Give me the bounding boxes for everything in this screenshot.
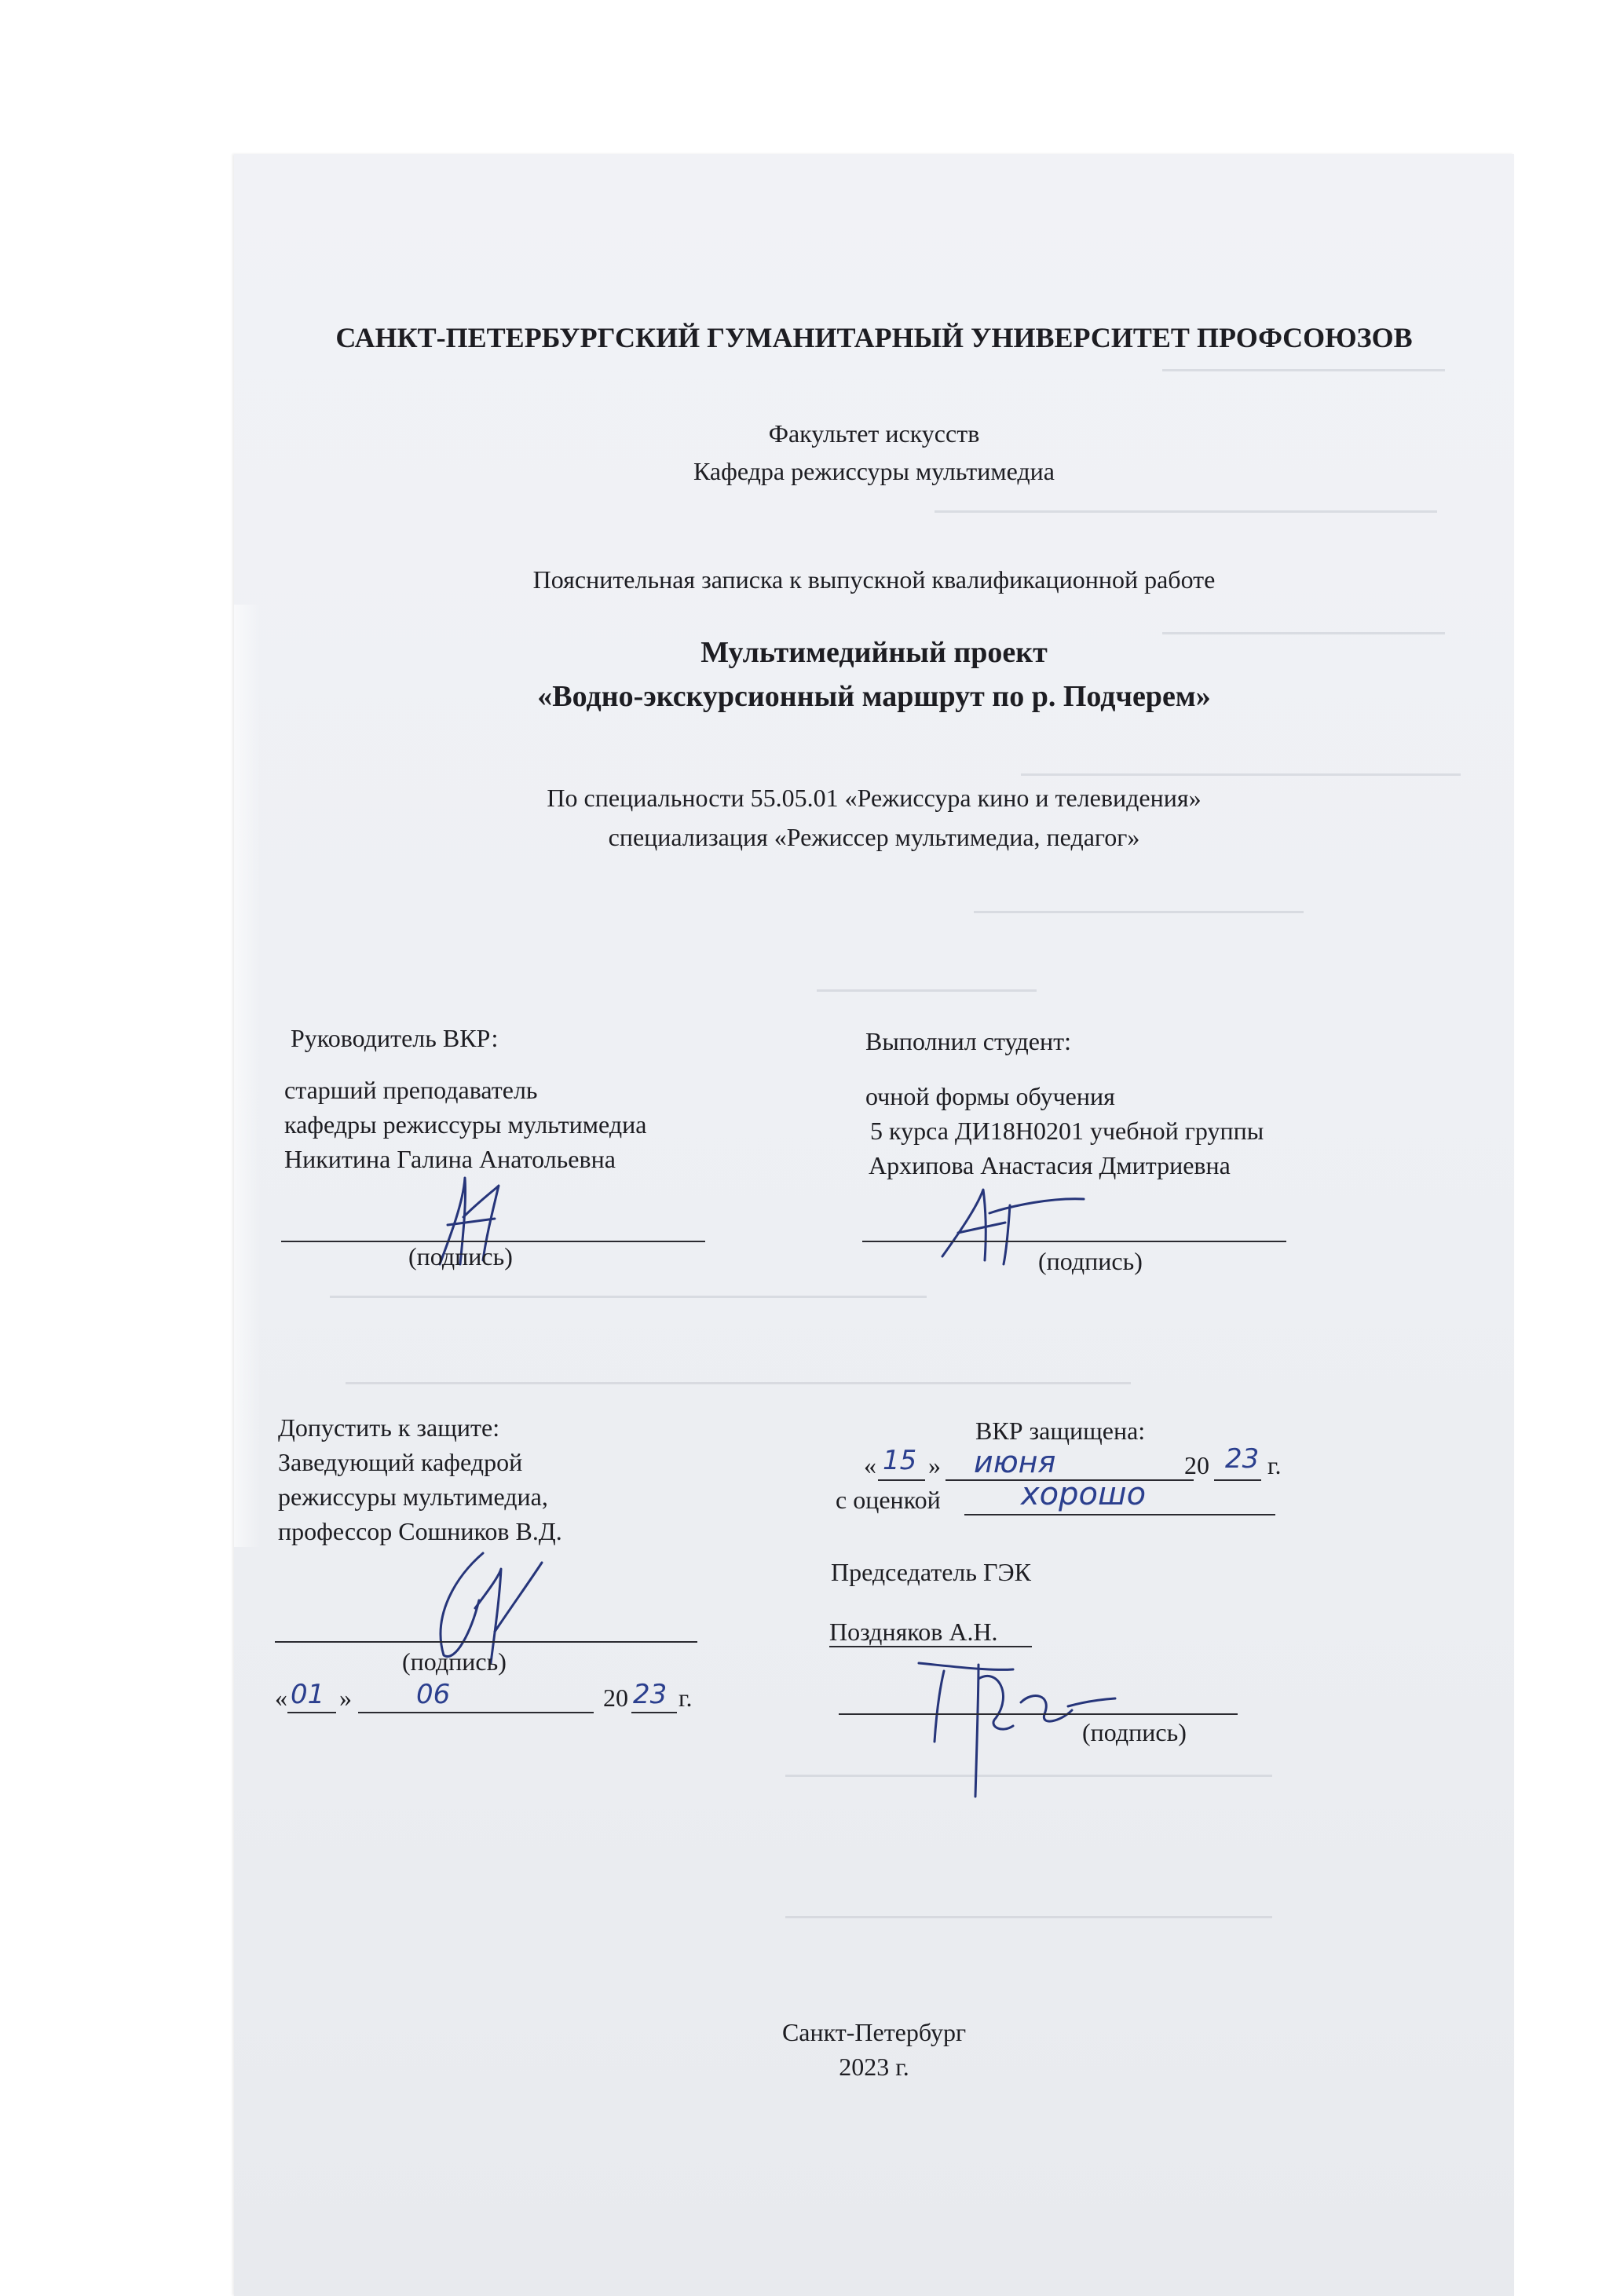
- defense-date-close-quote: »: [928, 1451, 941, 1479]
- paper-edge-shadow: [234, 605, 261, 1547]
- university-name: САНКТ-ПЕТЕРБУРГСКИЙ ГУМАНИТАРНЫЙ УНИВЕРСИТЕТ ПРОФСОЮЗОВ: [335, 322, 1413, 353]
- admission-signature-line: [275, 1641, 697, 1643]
- student-signature-label: (подпись): [1038, 1247, 1143, 1275]
- admission-date-year-prefix: 20: [603, 1684, 628, 1712]
- admission-signature-label: (подпись): [402, 1647, 507, 1676]
- admission-date-close-quote: »: [339, 1684, 352, 1712]
- defense-grade-value: хорошо: [1021, 1476, 1147, 1512]
- supervisor-position: старший преподаватель: [284, 1076, 538, 1104]
- admission-date-open-quote: «: [275, 1684, 287, 1712]
- gek-chair-signature-line: [839, 1713, 1238, 1715]
- defense-day-line: [878, 1479, 925, 1481]
- admission-date-month: 06: [416, 1679, 451, 1710]
- admission-position: Заведующий кафедрой: [278, 1448, 523, 1476]
- defense-date-day: 15: [883, 1445, 917, 1476]
- document-type: Пояснительная записка к выпускной квалификационной работе: [532, 565, 1216, 594]
- supervisor-heading: Руководитель ВКР:: [291, 1024, 499, 1052]
- defense-date-open-quote: «: [864, 1451, 876, 1479]
- defense-date-year-suffix: 23: [1225, 1443, 1260, 1475]
- project-title-line1: Мультимедийный проект: [700, 636, 1048, 669]
- footer-year: 2023 г.: [839, 2053, 909, 2081]
- department-name: Кафедра режиссуры мультимедиа: [693, 457, 1055, 485]
- admission-name: профессор Сошников В.Д.: [278, 1517, 562, 1545]
- defense-heading: ВКР защищена:: [975, 1417, 1146, 1445]
- admission-heading: Допустить к защите:: [278, 1413, 500, 1442]
- admission-date-year-suffix: 23: [633, 1679, 668, 1710]
- gek-chair-name: Поздняков А.Н.: [829, 1618, 998, 1646]
- defense-grade-line: [964, 1514, 1275, 1515]
- specialty: По специальности 55.05.01 «Режиссура кино и телевидения»: [547, 784, 1202, 812]
- admission-year-line: [631, 1712, 677, 1713]
- student-signature-line: [862, 1241, 1286, 1242]
- defense-date-month: июня: [974, 1445, 1056, 1479]
- defense-grade-label: с оценкой: [836, 1486, 941, 1514]
- supervisor-department: кафедры режиссуры мультимедиа: [284, 1110, 647, 1139]
- admission-date-year-end: г.: [678, 1684, 693, 1712]
- admission-date-day: 01: [291, 1679, 325, 1710]
- student-group: 5 курса ДИ18Н0201 учебной группы: [870, 1117, 1264, 1145]
- supervisor-signature-label: (подпись): [408, 1242, 513, 1270]
- gek-chair-heading: Председатель ГЭК: [831, 1558, 1031, 1586]
- gek-chair-signature-label: (подпись): [1082, 1718, 1187, 1746]
- student-name: Архипова Анастасия Дмитриевна: [869, 1151, 1231, 1179]
- admission-department: режиссуры мультимедиа,: [278, 1483, 548, 1511]
- student-study-form: очной формы обучения: [865, 1082, 1115, 1110]
- admission-month-line: [358, 1712, 594, 1713]
- specialization: специализация «Режиссер мультимедиа, педагог»: [608, 823, 1140, 851]
- defense-date-year-end: г.: [1267, 1451, 1282, 1479]
- student-heading: Выполнил студент:: [865, 1027, 1071, 1055]
- admission-day-line: [287, 1712, 336, 1713]
- supervisor-name: Никитина Галина Анатольевна: [284, 1145, 616, 1173]
- faculty-name: Факультет искусств: [768, 419, 980, 448]
- defense-date-year-prefix: 20: [1184, 1451, 1209, 1479]
- project-title-line2: «Водно-экскурсионный маршрут по р. Подчерем»: [537, 680, 1211, 713]
- defense-year-line: [1214, 1479, 1261, 1481]
- footer-city: Санкт-Петербург: [781, 2018, 967, 2046]
